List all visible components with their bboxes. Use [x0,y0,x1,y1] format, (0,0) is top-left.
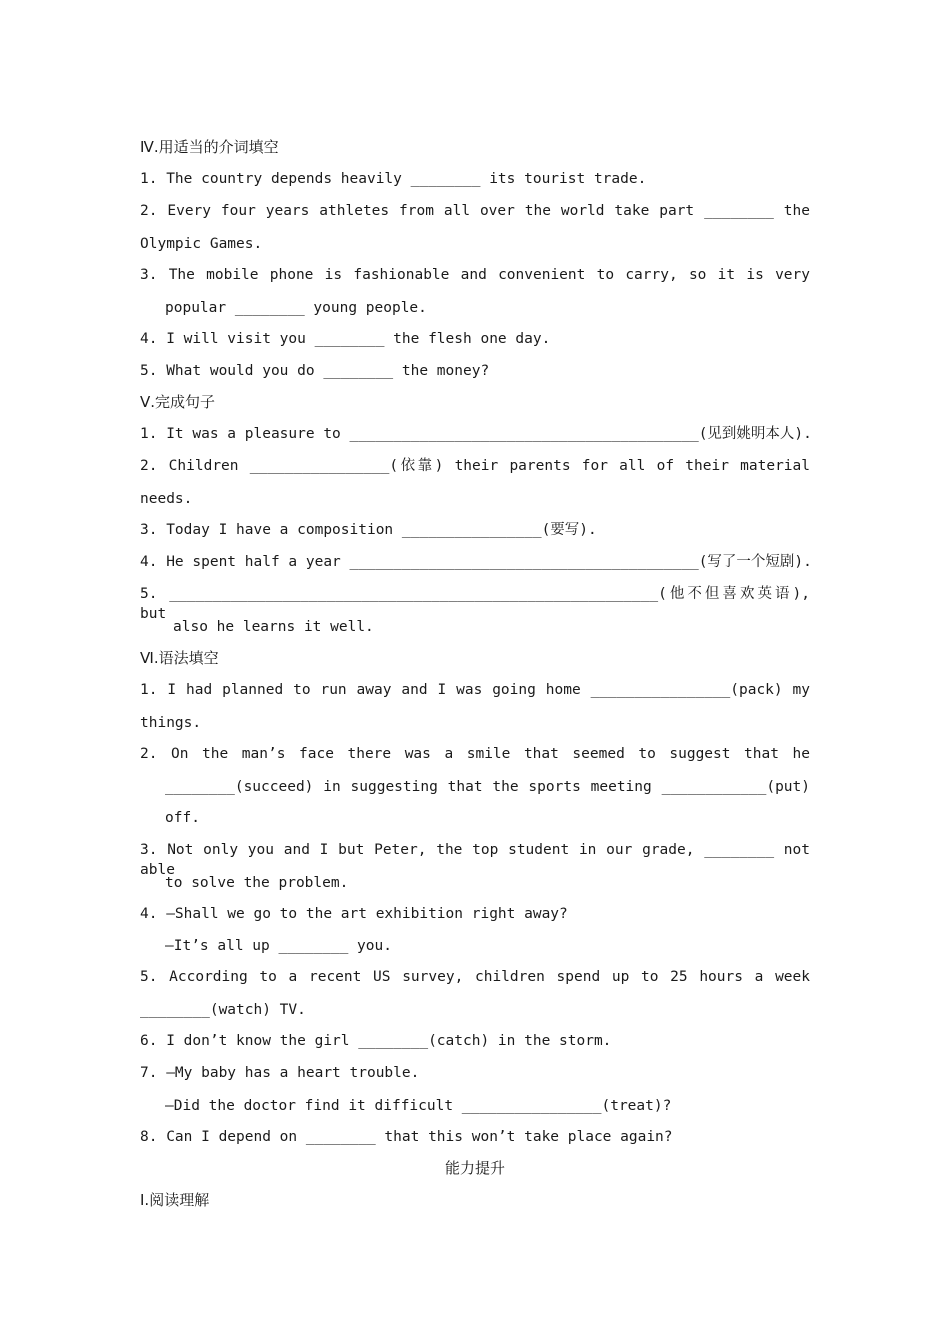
s6-line-10: 5. According to a recent US survey, children spend up to 25 hours a week [140,969,810,985]
s5-line-2: 2. Children ________________(依靠) their parents for all of their material [140,458,810,474]
s4-line-7: 5. What would you do ________ the money? [140,363,490,379]
s5-line-7: also he learns it well. [173,619,374,635]
s6-line-9: —It’s all up ________ you. [165,938,392,954]
section-1-heading: Ⅰ.阅读理解 [140,1191,210,1209]
s6-line-4: ________(succeed) in suggesting that the sports meeting ____________(put) [165,779,810,795]
s6-line-12: 6. I don’t know the girl ________(catch) in the storm. [140,1033,612,1049]
s4-line-1: 1. The country depends heavily ________ its tourist trade. [140,171,647,187]
s6-line-8: 4. —Shall we go to the art exhibition right away? [140,906,568,922]
s6-line-1: 1. I had planned to run away and I was going home ________________(pack) my [140,682,810,698]
section-4-heading: Ⅳ.用适当的介词填空 [140,138,279,156]
s6-line-11: ________(watch) TV. [140,1002,306,1018]
s6-line-14: —Did the doctor find it difficult ________________(treat)? [165,1098,672,1114]
part-title: 能力提升 [444,1159,505,1177]
s6-line-13: 7. —My baby has a heart trouble. [140,1065,420,1081]
s6-line-15: 8. Can I depend on ________ that this won’t take place again? [140,1129,673,1145]
s5-line-3: needs. [140,491,193,507]
section-6-heading: Ⅵ.语法填空 [140,649,219,667]
s6-line-6: 3. Not only you and I but Peter, the top student in our grade, ________ not able [140,842,810,878]
section-5-heading: Ⅴ.完成句子 [140,393,216,411]
s4-line-4: 3. The mobile phone is fashionable and convenient to carry, so it is very [140,267,810,283]
s5-line-4: 3. Today I have a composition ________________(要写). [140,522,597,538]
s4-line-5: popular ________ young people. [165,300,427,316]
s5-line-6: 5. ________________________________________________________(他不但喜欢英语), but [140,586,810,622]
s5-line-1: 1. It was a pleasure to ________________________________________(见到姚明本人). [140,426,812,442]
s6-line-5: off. [165,810,200,826]
s4-line-2: 2. Every four years athletes from all over the world take part ________ the [140,203,810,219]
s4-line-6: 4. I will visit you ________ the flesh one day. [140,331,551,347]
s6-line-2: things. [140,715,202,731]
s6-line-3: 2. On the man’s face there was a smile that seemed to suggest that he [140,746,810,762]
s4-line-3: Olympic Games. [140,236,263,252]
s5-line-5: 4. He spent half a year ________________________________________(写了一个短剧). [140,554,812,570]
s6-line-7: to solve the problem. [165,875,349,891]
